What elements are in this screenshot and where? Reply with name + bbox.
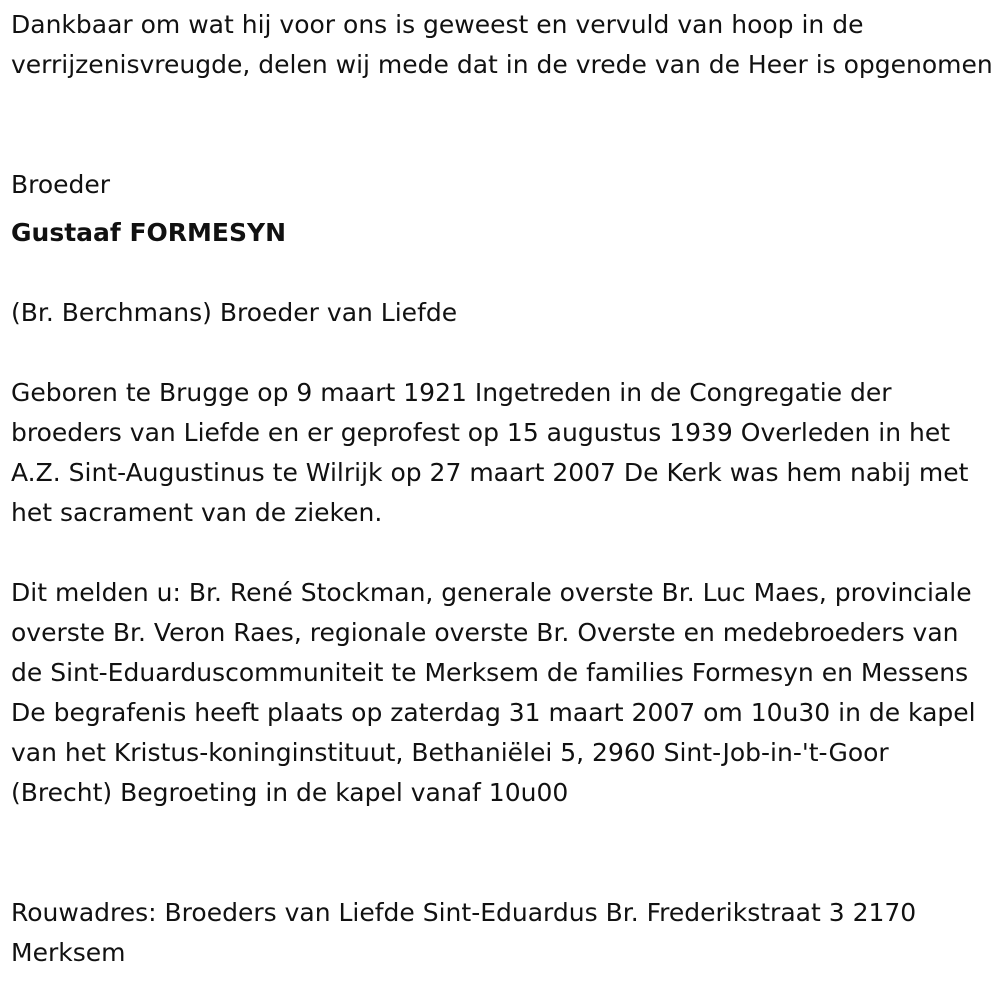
mourning-address: Rouwadres: Broeders van Liefde Sint-Eduardus Br. Frederikstraat 3 2170 Merksem [11, 898, 917, 967]
biography-paragraph: Geboren te Brugge op 9 maart 1921 Ingetreden in de Congregatie der broeders van Liefde en er geprofest op 15 augustus 1939 Overleden in het A.Z. Sint-Augustinus te Wilrijk op 27 maart 2007 De Kerk was hem nabij met het sacrament van de zieken. [11, 378, 969, 527]
deceased-name: Gustaaf FORMESYN [11, 218, 287, 247]
religious-order: (Br. Berchmans) Broeder van Liefde [11, 298, 458, 327]
deceased-title: Broeder [11, 170, 111, 199]
notification-paragraph: Dit melden u: Br. René Stockman, generale overste Br. Luc Maes, provinciale overste Br. Veron Raes, regionale overste Br. Overste en medebroeders van de Sint-Eduarduscommuniteit te Merksem de families Formesyn en Messens De begrafenis heeft plaats op zaterdag 31 maart 2007 om 10u30 in de kapel van het Kristus-koninginstituut, Bethaniëlei 5, 2960 Sint-Job-in-'t-Goor (Brecht) Begroeting in de kapel vanaf 10u00 [11, 578, 976, 807]
intro-paragraph: Dankbaar om wat hij voor ons is geweest en vervuld van hoop in de verrijzenisvreugde, delen wij mede dat in de vrede van de Heer is opgenomen [11, 10, 993, 79]
